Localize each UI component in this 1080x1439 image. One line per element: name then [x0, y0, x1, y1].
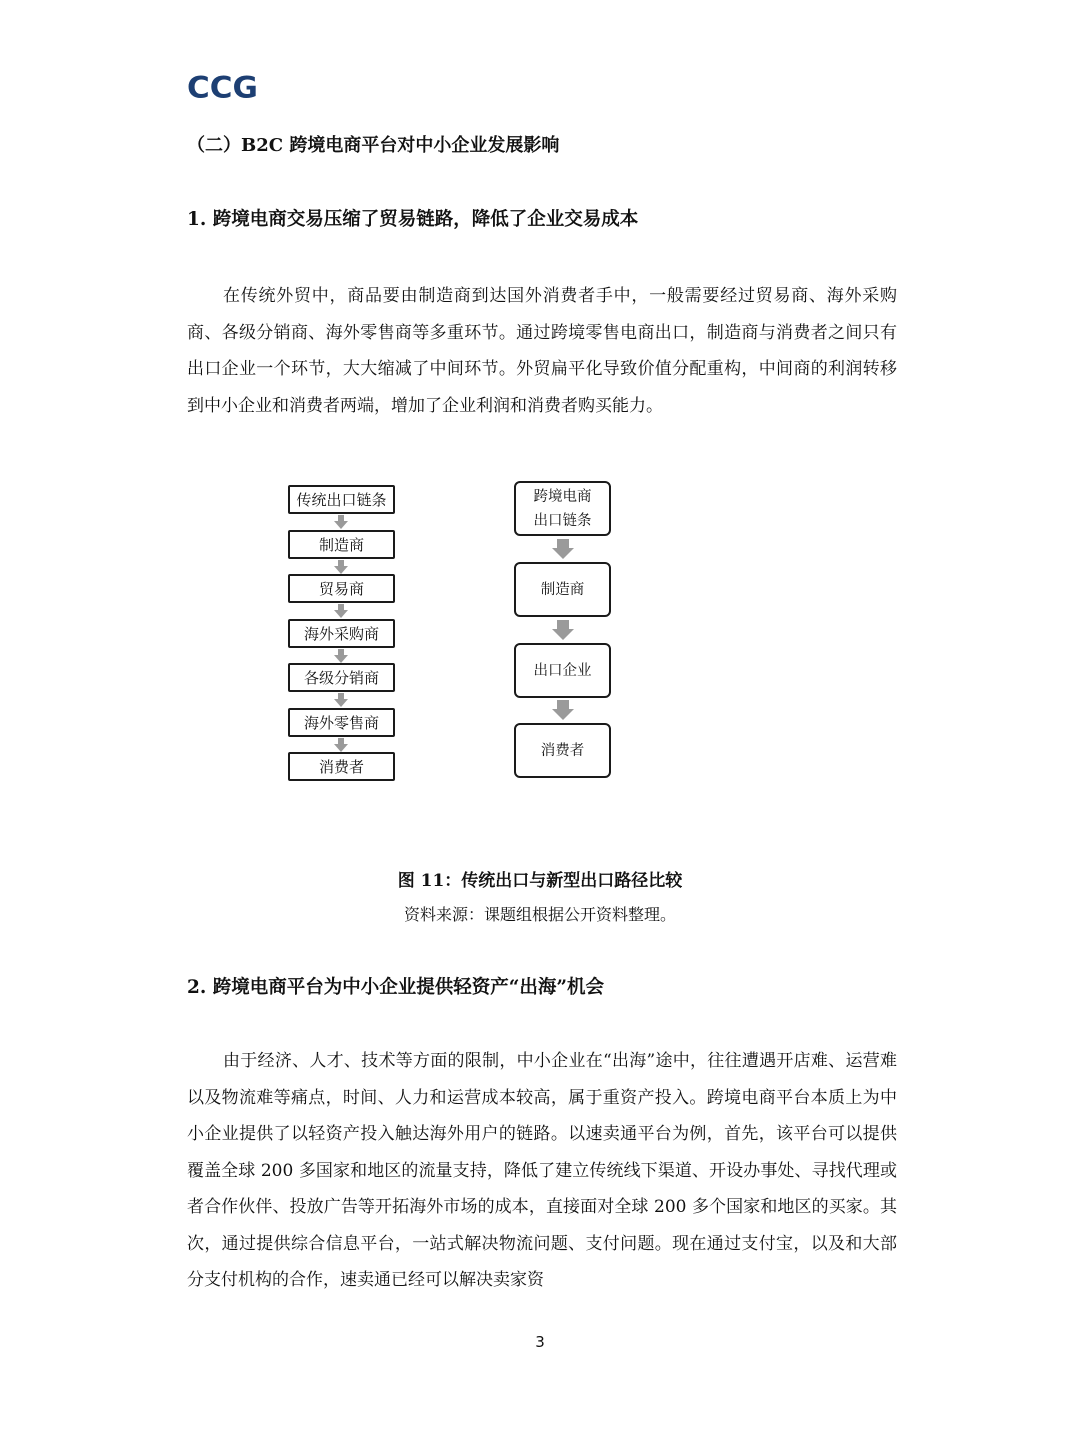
new-chain-step: 消费者: [514, 723, 611, 778]
down-arrow-icon: [333, 603, 349, 619]
new-chain-step: 出口企业: [514, 643, 611, 698]
down-arrow-icon: [333, 514, 349, 530]
down-arrow-icon: [333, 559, 349, 575]
figure-source: 资料来源：课题组根据公开资料整理。: [403, 905, 676, 924]
new-chain-title-line2: 出口链条: [533, 512, 592, 529]
traditional-chain-step: 消费者: [288, 752, 395, 781]
down-arrow-icon: [333, 737, 349, 753]
new-chain-step: 制造商: [514, 562, 611, 617]
down-arrow-icon: [551, 538, 575, 560]
ccg-logo: CCG: [187, 70, 258, 106]
page-number: 3: [535, 1333, 545, 1351]
section-title: （二）B2C 跨境电商平台对中小企业发展影响: [187, 135, 560, 156]
down-arrow-icon: [333, 648, 349, 664]
subsection-1-paragraph: 在传统外贸中，商品要由制造商到达国外消费者手中，一般需要经过贸易商、海外采购商、各级分销商、海外零售商等多重环节。通过跨境零售电商出口，制造商与消费者之间只有出口企业一个环节，大大缩减了中间环节。外贸扁平化导致价值分配重构，中间商的利润转移到中小企业和消费者两端，增加了企业利润和消费者购买能力。: [187, 286, 897, 416]
traditional-chain-step: 海外零售商: [288, 708, 395, 737]
traditional-chain-step: 制造商: [288, 530, 395, 559]
figure-caption: 图 11：传统出口与新型出口路径比较: [397, 871, 683, 891]
down-arrow-icon: [551, 699, 575, 721]
traditional-chain-step: 各级分销商: [288, 663, 395, 692]
down-arrow-icon: [551, 619, 575, 641]
new-chain-title: [514, 481, 611, 536]
traditional-chain-step: 贸易商: [288, 574, 395, 603]
traditional-chain-step: 海外采购商: [288, 619, 395, 648]
down-arrow-icon: [333, 692, 349, 708]
subsection-1-title: 1. 跨境电商交易压缩了贸易链路，降低了企业交易成本: [187, 209, 639, 230]
subsection-2-title: 2. 跨境电商平台为中小企业提供轻资产“出海”机会: [187, 977, 605, 998]
subsection-2-paragraph: 由于经济、人才、技术等方面的限制，中小企业在“出海”途中，往往遭遇开店难、运营难以及物流难等痛点，时间、人力和运营成本较高，属于重资产投入。跨境电商平台本质上为中小企业提供了以轻资产投入触达海外用户的链路。以速卖通平台为例，首先，该平台可以提供覆盖全球 200 多国家和地区的流量支持，降低了建立传统线下渠道、开设办事处、寻找代理或者合作伙伴、投放广告等开拓海外市场的成本，直接面对全球 200 多个国家和地区的买家。其次，通过提供综合信息平台，一站式解决物流问题、支付问题。现在通过支付宝，以及和大部分支付机构的合作，速卖通已经可以解决卖家资: [187, 1051, 897, 1290]
new-chain-title-line1: 跨境电商: [533, 488, 592, 505]
traditional-chain-title: 传统出口链条: [288, 485, 395, 514]
